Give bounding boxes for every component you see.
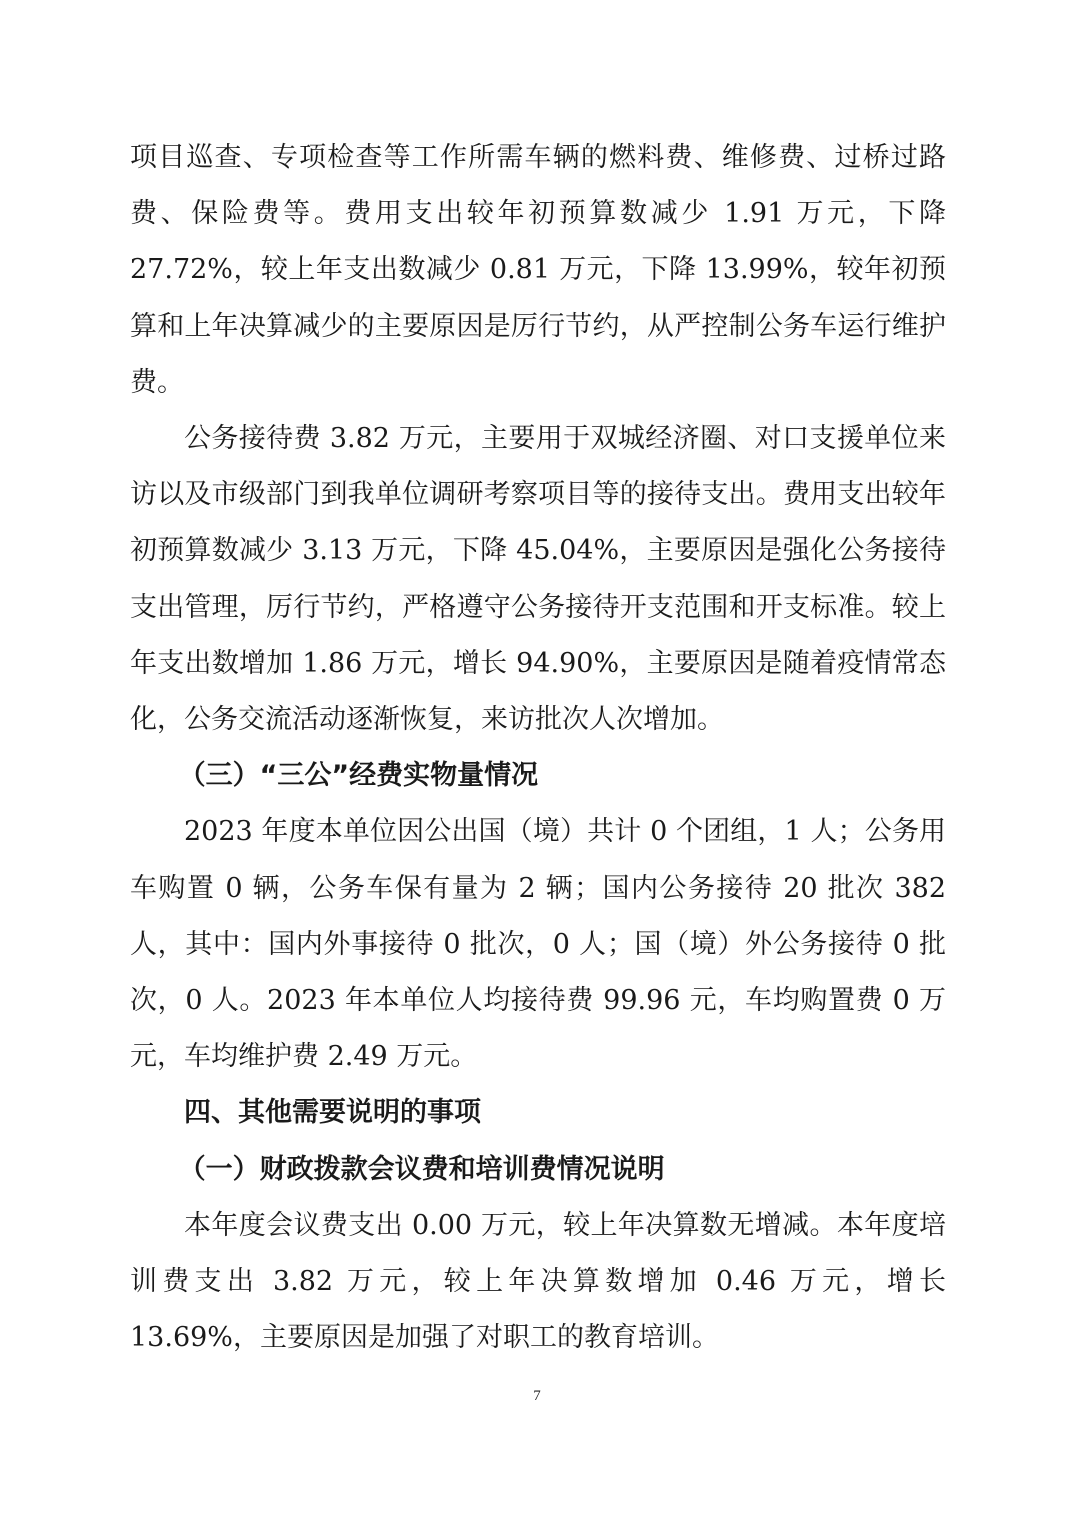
paragraph-quantity-details: 2023 年度本单位因公出国（境）共计 0 个团组，1 人；公务用车购置 0 辆，公务车保有量为 2 辆；国内公务接待 20 批次 382 人，其中：国内外事接待 0 批次，0 人；国（境）外公务接待 0 批次，0 人。2023 年本单位人均接待费 99.96 元，车均购置费 0 万元，车均维护费 2.49 万元。: [130, 816, 946, 1073]
heading-meeting-training: （一）财政拨款会议费和培训费情况说明: [178, 1153, 665, 1185]
heading-other-matters: 四、其他需要说明的事项: [184, 1097, 481, 1129]
heading-three-public-quantity: （三）“三公”经费实物量情况: [178, 760, 539, 792]
body-text: [130, 130, 946, 1366]
paragraph-meeting-training: 本年度会议费支出 0.00 万元，较上年决算数无增减。本年度培训费支出 3.82 万元，较上年决算数增加 0.46 万元，增长 13.69%，主要原因是加强了对职工的教育培训。: [130, 1209, 946, 1354]
paragraph-vehicle-maintenance: 项目巡查、专项检查等工作所需车辆的燃料费、维修费、过桥过路费、保险费等。费用支出较年初预算数减少 1.91 万元，下降 27.72%，较上年支出数减少 0.81 万元，下降 13.99%，较年初预算和上年决算减少的主要原因是厉行节约，从严控制公务车运行维护费。: [130, 142, 946, 398]
paragraph-reception-fee: 公务接待费 3.82 万元，主要用于双城经济圈、对口支援单位来访以及市级部门到我单位调研考察项目等的接待支出。费用支出较年初预算数减少 3.13 万元，下降 45.04%，主要原因是强化公务接待支出管理，厉行节约，严格遵守公务接待开支范围和开支标准。较上年支出数增加 1.86 万元，增长 94.90%，主要原因是随着疫情常态化，公务交流活动逐渐恢复，来访批次人次增加。: [130, 423, 946, 736]
page-number: 7: [533, 1388, 541, 1404]
